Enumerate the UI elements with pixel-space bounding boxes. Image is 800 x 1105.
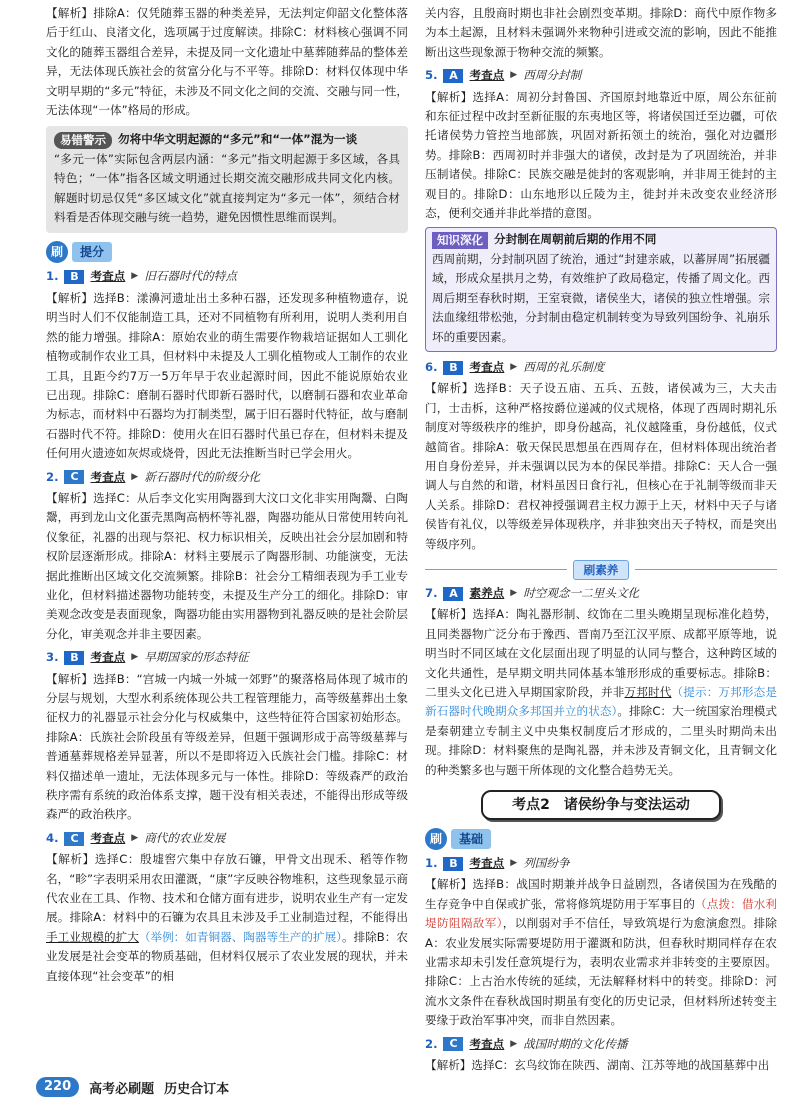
warning-title: 勿将中华文明起源的“多元”和“一体”混为一谈 bbox=[118, 132, 358, 147]
hint-note: （提示：万邦形态是新石器时代晚期众多邦国并立的状态） bbox=[425, 685, 777, 719]
answer-badge: B bbox=[64, 651, 84, 665]
question-number: 6. bbox=[425, 359, 438, 374]
check-point-topic: 旧石器时代的特点 bbox=[144, 269, 237, 284]
answer-explanation: 【解析】选择B：天子设五庙、五兵、五鼓，诸侯减为三，大夫击门，士击柝，这种严格按爵位递减的仪式规格，体现了西周时期礼乐制度对等级秩序的维护，即身份越高，礼仪越隆重，身份越低，仪式越简省。排除A：敬天保民思想虽在西周存在，但材料体现出统治者用自身份差异，并未强调以民为本的保民举措。排除C：天人合一强调人与自然的和谐，材料虽因日食行礼，但核心在于礼制等级而非天人关系。排除D：君权神授强调君主权力源于上天，材料中天子与诸侯皆有礼仪，以等级差异体现秩序，并非独突出天子特权，而是突出等级序列。 bbox=[425, 381, 777, 551]
answer-badge: C bbox=[64, 832, 84, 846]
question-number: 5. bbox=[425, 68, 438, 83]
question-header bbox=[425, 854, 777, 873]
question-number: 1. bbox=[425, 856, 438, 871]
question-number: 3. bbox=[46, 650, 59, 665]
warning-badge: 易错警示 bbox=[54, 132, 112, 149]
explanation-part: 【解析】选择A：陶礼器形制、纹饰在二里头晚期呈现标准化趋势，且同类器物广泛分布于豫西、晋南乃至江汉平原、成都平原等地，说明当时不同区域在文化层面出现了明显的认同与整合，这种跨区域的文化共通性，是早期文明共同体基本雏形形成的重要标志。排除B：二里头文化已进入早期国家阶段，并非 bbox=[425, 607, 777, 699]
answer-badge: B bbox=[443, 361, 463, 375]
answer-badge: A bbox=[443, 587, 463, 601]
answer-explanation bbox=[425, 875, 777, 1030]
check-point-topic: 西周分封制 bbox=[523, 68, 582, 83]
underlined-phrase: 万邦时代 bbox=[624, 685, 672, 699]
answer-badge: C bbox=[64, 470, 84, 484]
tip-note: （点拨：借水利堤防阻隔敌军） bbox=[425, 896, 777, 931]
check-point-label: 考查点 bbox=[90, 650, 126, 665]
check-point-topic: 商代的农业发展 bbox=[144, 830, 226, 845]
section-jichu bbox=[425, 828, 777, 850]
question-number: 2. bbox=[46, 469, 59, 484]
page-footer bbox=[36, 1077, 229, 1097]
check-point-topic: 战国时期的文化传播 bbox=[523, 1036, 628, 1051]
check-point-topic: 列国纷争 bbox=[523, 856, 570, 871]
deepening-title-row bbox=[432, 230, 770, 249]
warning-title-row bbox=[54, 130, 400, 149]
answer-badge: B bbox=[443, 857, 463, 871]
deepening-title: 分封制在周朝前后期的作用不同 bbox=[494, 232, 657, 247]
deepening-body: 西周前期，分封制巩固了统治，通过“封建亲戚，以蕃屏周”拓展疆域，形成众星拱月之势，有效维护了政局稳定，传播了周文化。西周后期至春秋时期，王室衰微，诸侯坐大，诸侯的独立性增强。宗法血缘纽带松弛，分封制由稳定机制转变为导致列国纷争、礼崩乐坏的重要因素。 bbox=[432, 251, 770, 344]
question-number: 4. bbox=[46, 830, 59, 845]
answer-explanation: 【解析】选择C：玄鸟纹饰在陕西、湖南、江苏等地的战国墓葬中出 bbox=[425, 1058, 770, 1073]
literacy-point-label: 素养点 bbox=[469, 585, 505, 600]
section-label: 基础 bbox=[451, 829, 491, 849]
deepening-badge: 知识深化 bbox=[432, 232, 488, 249]
answer-badge: A bbox=[443, 69, 463, 83]
check-point-label: 考查点 bbox=[90, 469, 126, 484]
check-point-label: 考查点 bbox=[469, 68, 505, 83]
example-note: （举例：如青铜器、陶器等生产的扩展） bbox=[138, 929, 342, 944]
triangle-icon: ▶ bbox=[131, 271, 139, 282]
triangle-icon: ▶ bbox=[510, 361, 518, 372]
check-point-label: 考查点 bbox=[90, 269, 126, 284]
question-header bbox=[46, 468, 408, 487]
check-point-label: 考查点 bbox=[469, 359, 505, 374]
divider-line bbox=[425, 569, 567, 570]
knowledge-point-banner: 考点2 诸侯纷争与变法运动 bbox=[481, 790, 721, 820]
explanation-part: 。排除B：农业发展是社会变革的物质基础，但材料仅展示了农业发展的现状，并未直接体现“社会变革”的相 bbox=[46, 929, 408, 983]
section-tifen bbox=[46, 241, 408, 263]
question-number: 2. bbox=[425, 1036, 438, 1051]
book-volume: 历史合订本 bbox=[164, 1081, 230, 1097]
page-number: 220 bbox=[36, 1077, 79, 1097]
question-number: 1. bbox=[46, 269, 59, 284]
triangle-icon: ▶ bbox=[510, 70, 518, 81]
check-point-topic: 西周的礼乐制度 bbox=[523, 359, 605, 374]
intro-paragraph: 【解析】排除A：仅凭随葬玉器的种类差异，无法判定仰韶文化整体落后于红山、良渚文化，选项属于过度解读。排除C：材料核心强调不同文化的随葬玉器组合差异，未提及同一文化遗址中墓葬随葬品的整体差异，无法体现氏族社会的贫富分化与不平等。排除D：材料仅体现中华文明早期的“多元”特征，未涉及不同文化之间的交流、交融与同一性，无法体现“一体”格局的形成。 bbox=[46, 6, 408, 118]
check-point-topic: 早期国家的形态特征 bbox=[144, 650, 249, 665]
triangle-icon: ▶ bbox=[510, 587, 518, 598]
section-label: 提分 bbox=[72, 242, 112, 262]
triangle-icon: ▶ bbox=[131, 652, 139, 663]
left-column bbox=[46, 4, 408, 986]
explanation-part: 【解析】选择C：殷墟窖穴集中存放石镰，甲骨文出现禾、稻等作物名，“畛”字表明采用农田灌溉，“康”字反映谷物堆积，这些现象显示商代农业在工具、作物、技术和仓储方面有进步，说明农业生产有一定发展。排除A：材料中的石镰为农具且未涉及手工业制造过程，不能得出 bbox=[46, 852, 408, 925]
answer-explanation bbox=[46, 850, 408, 986]
question-header bbox=[425, 1035, 777, 1054]
check-point-label: 考查点 bbox=[469, 1036, 505, 1051]
warning-box bbox=[46, 126, 408, 233]
underlined-phrase: 手工业规模的扩大 bbox=[46, 929, 139, 944]
answer-explanation: 【解析】选择B：“宫城一内城一外城一郊野”的聚落格局体现了城市的分层与规划，大型水利系统体现公共工程管理能力，高等级墓葬出土象征权力的礼器显示社会分化与权威集中，这些特征符合国家初始形态。排除A：氏族社会阶段虽有等级差异，但题干强调形成于高等级墓葬与普通墓葬规格差异显著，所以不是即将迈入氏族社会门槛。排除C：材料仅描述单一遗址，无法体现多元与一体性。排除D：等级森严的政治秩序需有系统的政治体系支撑，题干没有相关表述，不能得出形成等级森严的政治秩序。 bbox=[46, 671, 408, 822]
check-point-label: 考查点 bbox=[469, 856, 505, 871]
explanation-part: 【解析】选择B：战国时期兼并战争日益剧烈，各诸侯国为在残酷的生存竞争中自保或扩张，常将修筑堤防用于军事目的 bbox=[425, 877, 777, 911]
divider-label: 刷素养 bbox=[573, 560, 630, 580]
answer-explanation: 【解析】选择A：周初分封鲁国、齐国原封地靠近中原，周公东征前和东征过程中改封至新征服的东夷地区等，将诸侯国迁至边疆，可依托诸侯势力管控当地部族，巩固对新拓领土的统治，强化对边疆形势。排除B：西周初时并非强大的诸侯，改封是为了巩固统治，并非压制诸侯。排除C：民族交融是徙封的客观影响，并非周王徙封的主观目的。排除D：山东地形以丘陵为主，徙封并未改变农业经济形态，便利交通并非此举措的意图。 bbox=[425, 89, 777, 221]
answer-badge: B bbox=[64, 270, 84, 284]
question-header bbox=[46, 267, 408, 286]
book-title: 高考必刷题 bbox=[89, 1081, 155, 1097]
continued-paragraph: 关内容，且殷商时期也非社会剧烈变革期。排除D：商代中原作物多为本土起源，且材料未强调外来物种引进或交流的影响，因此不能推断出这些现象源于物种交流的频繁。 bbox=[425, 6, 777, 59]
explanation-part: ，以削弱对手不信任，导致筑堤行为愈演愈烈。排除A：农业发展实际需要堤防用于灌溉和防洪，但春秋时期同样存在农业需求却未引发任意筑堤行为，表明农业需求并非转变的主要原因。排除C：上古治水传统的延续，无法解释材料中的转变。排除D：河流水文条件在春秋战国时期虽有变化的历史记录，但材料所述转变主要缘于政治军事冲突，而非自然因素。 bbox=[425, 916, 777, 1028]
question-header bbox=[425, 66, 777, 85]
brush-icon: 刷 bbox=[425, 828, 447, 850]
brush-icon: 刷 bbox=[46, 241, 68, 263]
question-header bbox=[46, 829, 408, 848]
divider-line bbox=[635, 569, 777, 570]
warning-body: “多元一体”实际包含两层内涵：“多元”指文明起源于多区域，各具特色；“一体”指各区域文明通过长期交流交融形成共同文化内核。解题时切忌仅凭“多区域文化”就直接判定为“多元一体”，须结合材料看是否体现交融与统一趋势，避免因惯性思维而误判。 bbox=[54, 151, 400, 225]
explanation-part: 。排除C：大一统国家治理模式是秦朝建立专制主义中央集权制度后才形成的，二里头时期尚未出现。排除D：材料聚焦的是陶礼器，并未涉及青铜文化，且青铜文化的种类繁多也与题干所体现的文化整合趋势无关。 bbox=[425, 704, 777, 777]
check-point-topic: 时空观念一二里头文化 bbox=[523, 585, 640, 600]
triangle-icon: ▶ bbox=[510, 1038, 518, 1049]
check-point-topic: 新石器时代的阶级分化 bbox=[144, 469, 261, 484]
question-number: 7. bbox=[425, 585, 438, 600]
right-column bbox=[425, 4, 777, 1076]
triangle-icon: ▶ bbox=[510, 858, 518, 869]
question-header bbox=[425, 358, 777, 377]
knowledge-deepening-box bbox=[425, 227, 777, 351]
triangle-icon: ▶ bbox=[131, 832, 139, 843]
answer-badge: C bbox=[443, 1037, 463, 1051]
answer-explanation: 【解析】选择C：从后李文化实用陶器到大汶口文化非实用陶鬶、白陶鬶，再到龙山文化蛋壳黑陶高柄杯等礼器，陶器功能从日常使用转向礼仪象征，礼器的出现与祭祀、权力标识相关，反映出社会分层加剧和特权阶层逐渐形成。排除A：材料主要展示了陶器形制、功能演变，无法据此推断出区域文化交流频繁。排除B：社会分工精细表现为手工业专业化，但材料描述器物功能转变，未提及生产分工的细化。排除D：审美观念改变是表面现象，陶器功能由实用器物到礼器反映的是社会阶层分化，审美观念并非主要因素。 bbox=[46, 490, 408, 641]
check-point-label: 考查点 bbox=[90, 830, 126, 845]
question-header bbox=[46, 648, 408, 667]
answer-explanation bbox=[425, 605, 777, 780]
triangle-icon: ▶ bbox=[131, 471, 139, 482]
answer-explanation: 【解析】选择B：漾濞河遗址出土多种石器，还发现多种植物遗存，说明当时人们不仅能制造工具，还对不同植物有所利用，说明人类利用自然的能力增强。排除A：原始农业的萌生需要作物栽培证据如人工驯化植物或制作农业工具，但材料中未提及人工驯化植物或人工制作的农业工具，且距今约7万一5万年早于农业起源时间，因此不能说原始农业已出现。排除C：磨制石器时代即新石器时代，以磨制石器和农业革命为标志，而材料中石器均为打制类型，属于旧石器时代特征，故与磨制石器时代不符。排除D：使用火在旧石器时代虽已存在，但材料未提及任何用火遗迹如灰烬或烧骨，因此无法推断当时已学会用火。 bbox=[46, 290, 408, 461]
question-header bbox=[425, 584, 777, 603]
section-divider bbox=[425, 560, 777, 580]
